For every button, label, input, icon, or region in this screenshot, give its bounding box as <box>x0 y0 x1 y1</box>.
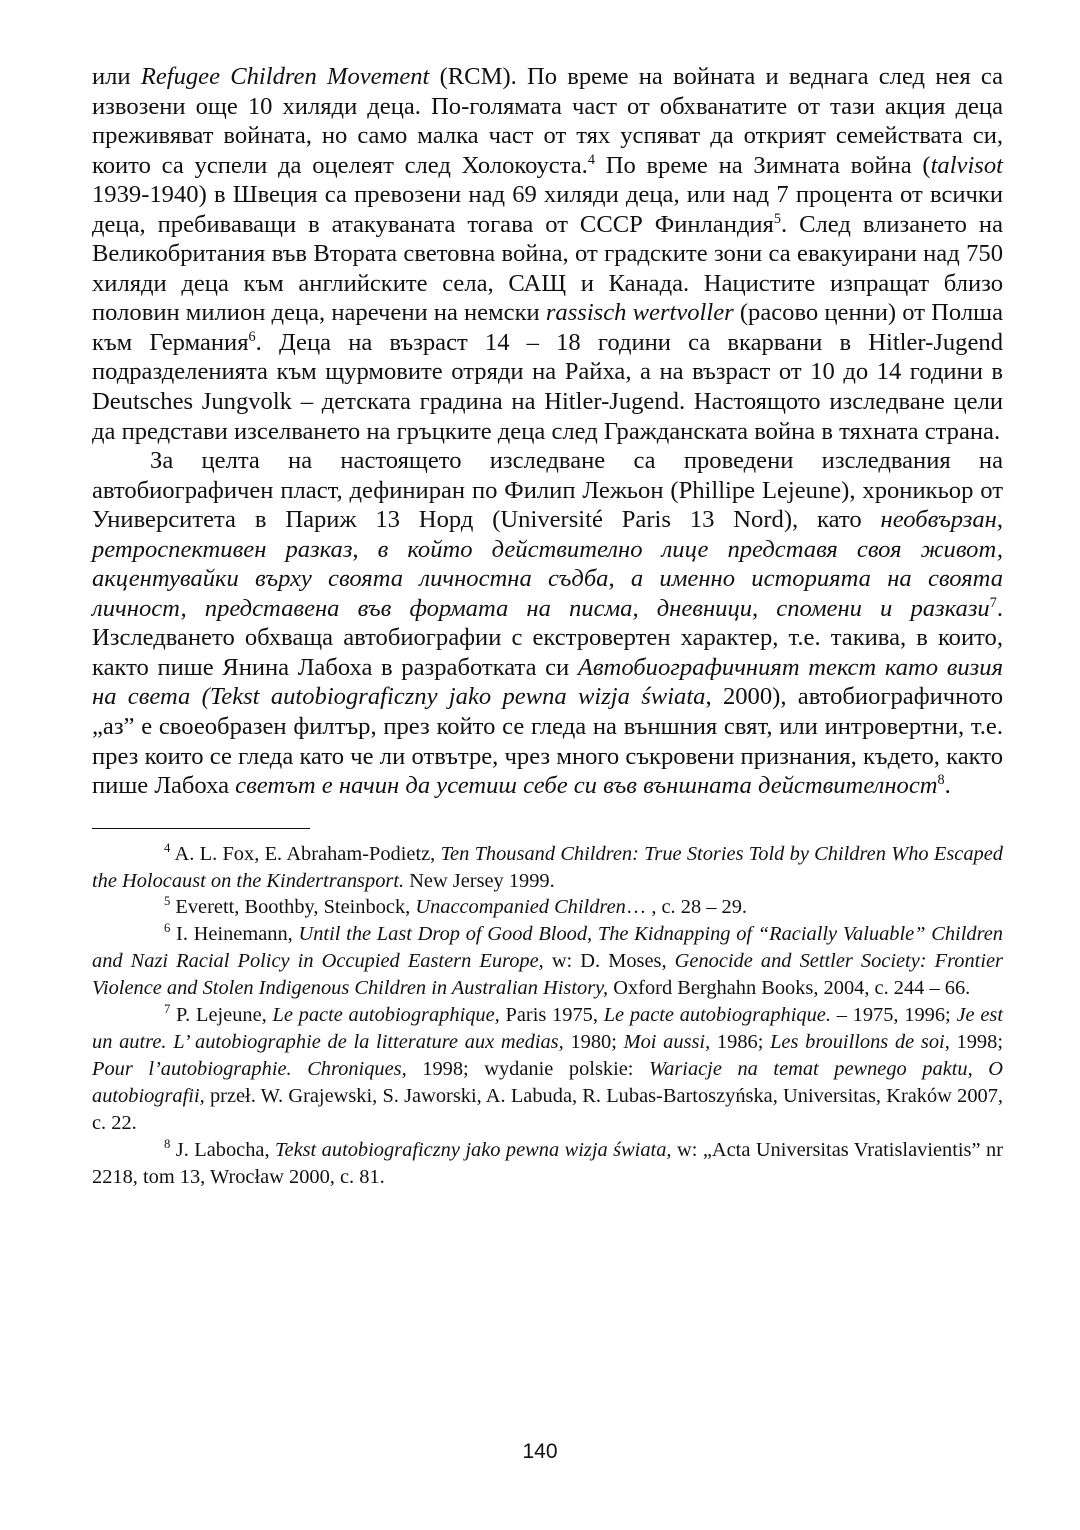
footnote-ref: 6 <box>248 329 256 346</box>
italic-text-run: Je est un autre. L’ autobiographie de la litterature aux medias, <box>92 1004 1003 1054</box>
text-run: . <box>944 772 951 800</box>
footnote-ref: 4 <box>587 151 595 168</box>
footnote-7 <box>92 1002 1003 1137</box>
italic-text-run: Moi aussi, <box>623 1031 711 1054</box>
text-run: 1975, 1996; <box>846 1004 957 1027</box>
italic-text-run: Wariacje na temat pewnego paktu, O autobiografii, <box>92 1057 1003 1107</box>
italic-text-run: Le pacte autobiographique. – <box>603 1004 847 1027</box>
footnote-5 <box>92 894 1003 921</box>
text-run: (расово ценни) от Полша към Германия <box>92 299 1004 356</box>
italic-text-run: Refugee Children Movement <box>140 63 430 90</box>
text-run: , 2000), автобиографичното „аз” е своеобразен филтър, през който се гледа на външния свят, или интровертни, т.е. през които се гледа като че ли отвътре, чрез много съкровени признания, където, както пише Лабоха <box>92 683 1004 800</box>
footnote-ref: 4 <box>164 840 171 855</box>
italic-text-run: Genocide and Settler Society: Frontier Violence and Stolen Indigenous Children in Australian History, <box>92 950 1003 1000</box>
text-run: przeł. W. Grajewski, S. Jaworski, A. Labuda, R. Lubas-Bartoszyńska, Universitas, Kraków 2007, с. 22. <box>92 1084 1003 1134</box>
text-run: За целта на настоящето изследване са проведени изследвания на автобиографичен пласт, дефиниран по Филип Лежьон (Phillipe Lejeune), хроникьор от Университета в Париж 13 Норд (Université Paris 13 Nord), като <box>92 447 1003 534</box>
text-run: I. Heinemann, <box>170 923 299 946</box>
footnote-8 <box>92 1137 1003 1191</box>
footnote-ref: 8 <box>164 1136 171 1151</box>
text-run: w: „Acta Universitas Vratislavientis” nr 2218, tom 13, Wrocław 2000, с. 81. <box>92 1138 1003 1188</box>
body-paragraph-2 <box>92 446 1003 801</box>
text-run: Paris 1975, <box>499 1004 604 1027</box>
footnote-6 <box>92 921 1003 1002</box>
text-run: . Изследването обхваща автобиографии с екстровертен характер, т.е. такива, в които, както пише Янина Лабоха в разработката си <box>92 594 1003 681</box>
italic-text-run: ретроспективен разказ, в който действително лице представя своя живот, акцентувайки върху своята личностна съдба, а именно историята на своята личност, представена във формата на писма, дневници, спомени и разкази <box>92 535 1003 622</box>
footnote-ref: 5 <box>164 894 171 909</box>
italic-text-run: необвързан <box>880 506 997 534</box>
text-run: w: D. Moses, <box>543 950 675 973</box>
text-run: 1980; <box>563 1031 624 1054</box>
footnote-ref: 8 <box>937 772 945 789</box>
text-run: … , с. 28 – 29. <box>625 896 748 919</box>
footnote-ref: 6 <box>164 921 171 936</box>
document-page <box>92 62 1003 1190</box>
text-run: . Деца на възраст 14 – 18 години са вкарвани в Hitler-Jugend подразделенията към щурмовите отряди на Райха, а на възраст от 10 до 14 години в Deutsches Jungvolk – детската градина на Hitler-Jugend. Настоящото изследване цели да представи изселването на гръцките деца след Гражданската война в тяхната страна. <box>92 328 1003 445</box>
page-number: 140 <box>522 1440 558 1463</box>
text-run: . След влизането на Великобритания във Втората световна война, от градските зони са евакуирани над 750 хиляди деца към английските села, САЩ и Канада. Нацистите изпращат близо половин милион деца, наречени на немски <box>92 210 1003 327</box>
italic-text-run: Until the Last Drop of Good Blood, The Kidnapping of “Racially Valuable” Children and Nazi Racial Policy in Occupied Eastern Europe, <box>92 923 1003 973</box>
text-run: или <box>92 63 141 90</box>
text-run: , <box>996 506 1003 534</box>
text-run: 1986; <box>710 1031 771 1054</box>
text-run: Oxford Berghahn Books, 2004, с. 244 – 66. <box>608 977 971 1000</box>
text-run: , 1998; <box>944 1031 1003 1054</box>
italic-text-run: talvisot <box>930 151 1004 179</box>
footnote-ref: 5 <box>773 210 781 227</box>
text-run: 1939-1940) в Швеция са превозени над 69 хиляди деца, или над 7 процента от всички деца, пребиваващи в атакуваната тогава от СССР Финландия <box>92 181 1003 238</box>
text-run: New Jersey 1999. <box>404 869 555 892</box>
text-run: A. L. Fox, E. Abraham-Podietz, <box>170 842 441 865</box>
footnote-separator <box>92 828 310 829</box>
italic-text-run: Ten Thousand Children: True Stories Told by Children Who Escaped the Holocaust on the Kindertransport. <box>92 842 1003 892</box>
footnote-ref: 7 <box>989 595 997 611</box>
text-run: P. Lejeune, <box>170 1004 273 1027</box>
footnote-4 <box>92 841 1003 895</box>
body-paragraph-1 <box>92 62 1003 446</box>
text-run: 1998; wydanie polskie: <box>406 1057 650 1080</box>
italic-text-run: светът е начин да усетиш себе си във външната действителност <box>235 772 938 800</box>
italic-text-run: Les brouillons de soi <box>770 1031 945 1054</box>
text-run: (RCM). По време на войната и веднага след нея са извозени още 10 хиляди деца. По-голямата част от обхванатите от тази акция деца преживяват войната, но само малка част от тях успяват да открият семействата си, които са успели да оцелеят след Холокоуста. <box>92 63 1003 179</box>
italic-text-run: Автобиографичният текст като визия на света (Tekst autobiograficzny jako pewna wizja świata <box>92 653 1003 711</box>
italic-text-run: Tekst autobiograficzny jako pewna wizja świata, <box>275 1138 672 1161</box>
footnote-ref: 7 <box>164 1002 171 1017</box>
text-run: Everett, Boothby, Steinbock, <box>170 896 416 919</box>
italic-text-run: Le pacte autobiographique, <box>272 1004 500 1027</box>
text-run: По време на Зимната война ( <box>594 151 931 179</box>
italic-text-run: Pour l’autobiographie. Chroniques, <box>92 1057 407 1080</box>
italic-text-run: Unaccompanied Children <box>415 896 626 919</box>
text-run: J. Labocha, <box>170 1138 276 1161</box>
italic-text-run: rassisch wertvoller <box>545 299 734 327</box>
